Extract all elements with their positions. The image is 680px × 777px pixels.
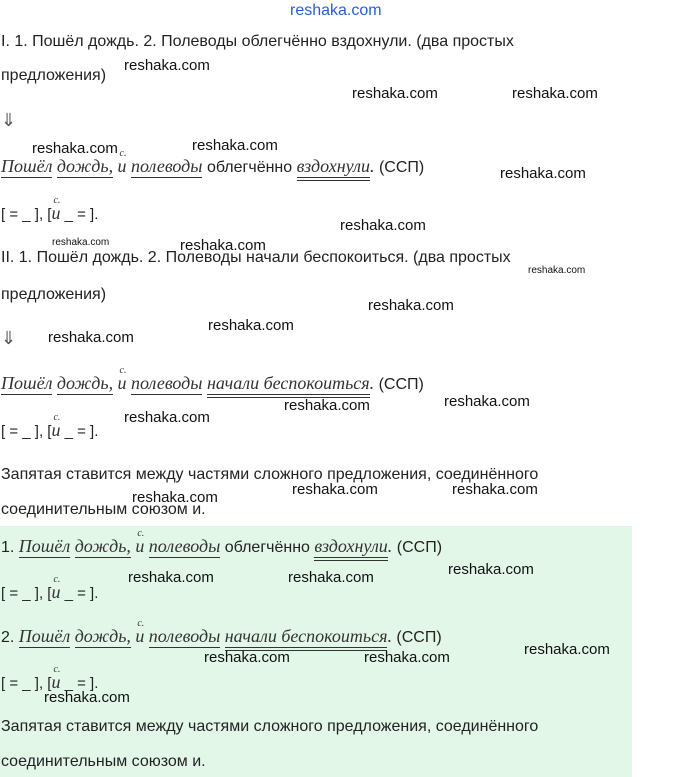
answer-2: 2. Пошёл дождь, с. и полеводы начали беспокоиться. (ССП) (1, 626, 442, 648)
watermark: reshaka.com (124, 57, 210, 74)
watermark: reshaka.com (180, 237, 266, 254)
watermark: reshaka.com (288, 569, 374, 586)
watermark: reshaka.com (192, 137, 278, 154)
watermark: reshaka.com (128, 569, 214, 586)
section-1-intro-cont: предложения) (1, 67, 107, 84)
watermark: reshaka.com (524, 641, 610, 658)
rule-text-cont: соединительным союзом и. (1, 501, 206, 518)
watermark: reshaka.com (48, 329, 134, 346)
watermark: reshaka.com (452, 481, 538, 498)
scheme-2: [ = _ ], [ с. и _ = ]. (1, 412, 99, 440)
watermark: reshaka.com (368, 297, 454, 314)
adverb: облегчённо (206, 159, 293, 176)
watermark: reshaka.com (204, 649, 290, 666)
predicate: дождь, (56, 156, 114, 176)
watermark: reshaka.com (292, 481, 378, 498)
site-watermark-header[interactable]: reshaka.com (290, 2, 382, 19)
section-2-intro-cont: предложения) (1, 286, 107, 303)
answer-rule-cont: соединительным союзом и. (1, 753, 206, 770)
scheme-1: [ = _ ], [ с. и _ = ]. (1, 195, 99, 223)
watermark: reshaka.com (208, 317, 294, 334)
answer-1-scheme: [ = _ ], [ с. и _ = ]. (1, 574, 99, 602)
watermark: reshaka.com (340, 217, 426, 234)
watermark: reshaka.com (124, 409, 210, 426)
watermark: reshaka.com (132, 489, 218, 506)
watermark: reshaka.com (512, 85, 598, 102)
section-1-intro: I. 1. Пошёл дождь. 2. Полеводы облегчённо вздохнули. (два простых (1, 33, 514, 50)
conjunction: с. и (117, 148, 127, 176)
watermark: reshaka.com (52, 237, 110, 248)
subject: Пошёл (1, 156, 53, 176)
answer-rule: Запятая ставится между частями сложного предложения, соединённого (1, 718, 539, 735)
watermark: reshaka.com (444, 393, 530, 410)
down-arrow-icon: ⇓ (1, 110, 17, 130)
watermark: reshaka.com (44, 689, 130, 706)
answer-1: 1. Пошёл дождь, с. и полеводы облегчённо вздохнули. (ССП) (1, 536, 442, 558)
sentence-1-analysis: Пошёл дождь, с. и полеводы облегчённо вздохнули. (ССП) (1, 156, 424, 178)
watermark: reshaka.com (32, 140, 118, 157)
section-2-intro: II. 1. Пошёл дождь. 2. Полеводы начали беспокоиться. (два простых (1, 249, 511, 266)
watermark: reshaka.com (500, 165, 586, 182)
rule-text: Запятая ставится между частями сложного предложения, соединённого (1, 466, 539, 483)
watermark: reshaka.com (364, 649, 450, 666)
sentence-2-analysis: Пошёл дождь, с. и полеводы начали беспокоиться. (ССП) (1, 373, 424, 395)
answer-2-scheme: [ = _ ], [ с. и _ = ]. (1, 664, 99, 692)
type-label: (ССП) (378, 159, 425, 176)
down-arrow-icon-2: ⇓ (1, 328, 17, 348)
predicate-2: вздохнули (297, 156, 370, 181)
watermark: reshaka.com (352, 85, 438, 102)
watermark: reshaka.com (528, 265, 586, 276)
watermark: reshaka.com (284, 397, 370, 414)
watermark: reshaka.com (448, 561, 534, 578)
subject-2: полеводы (131, 156, 203, 176)
